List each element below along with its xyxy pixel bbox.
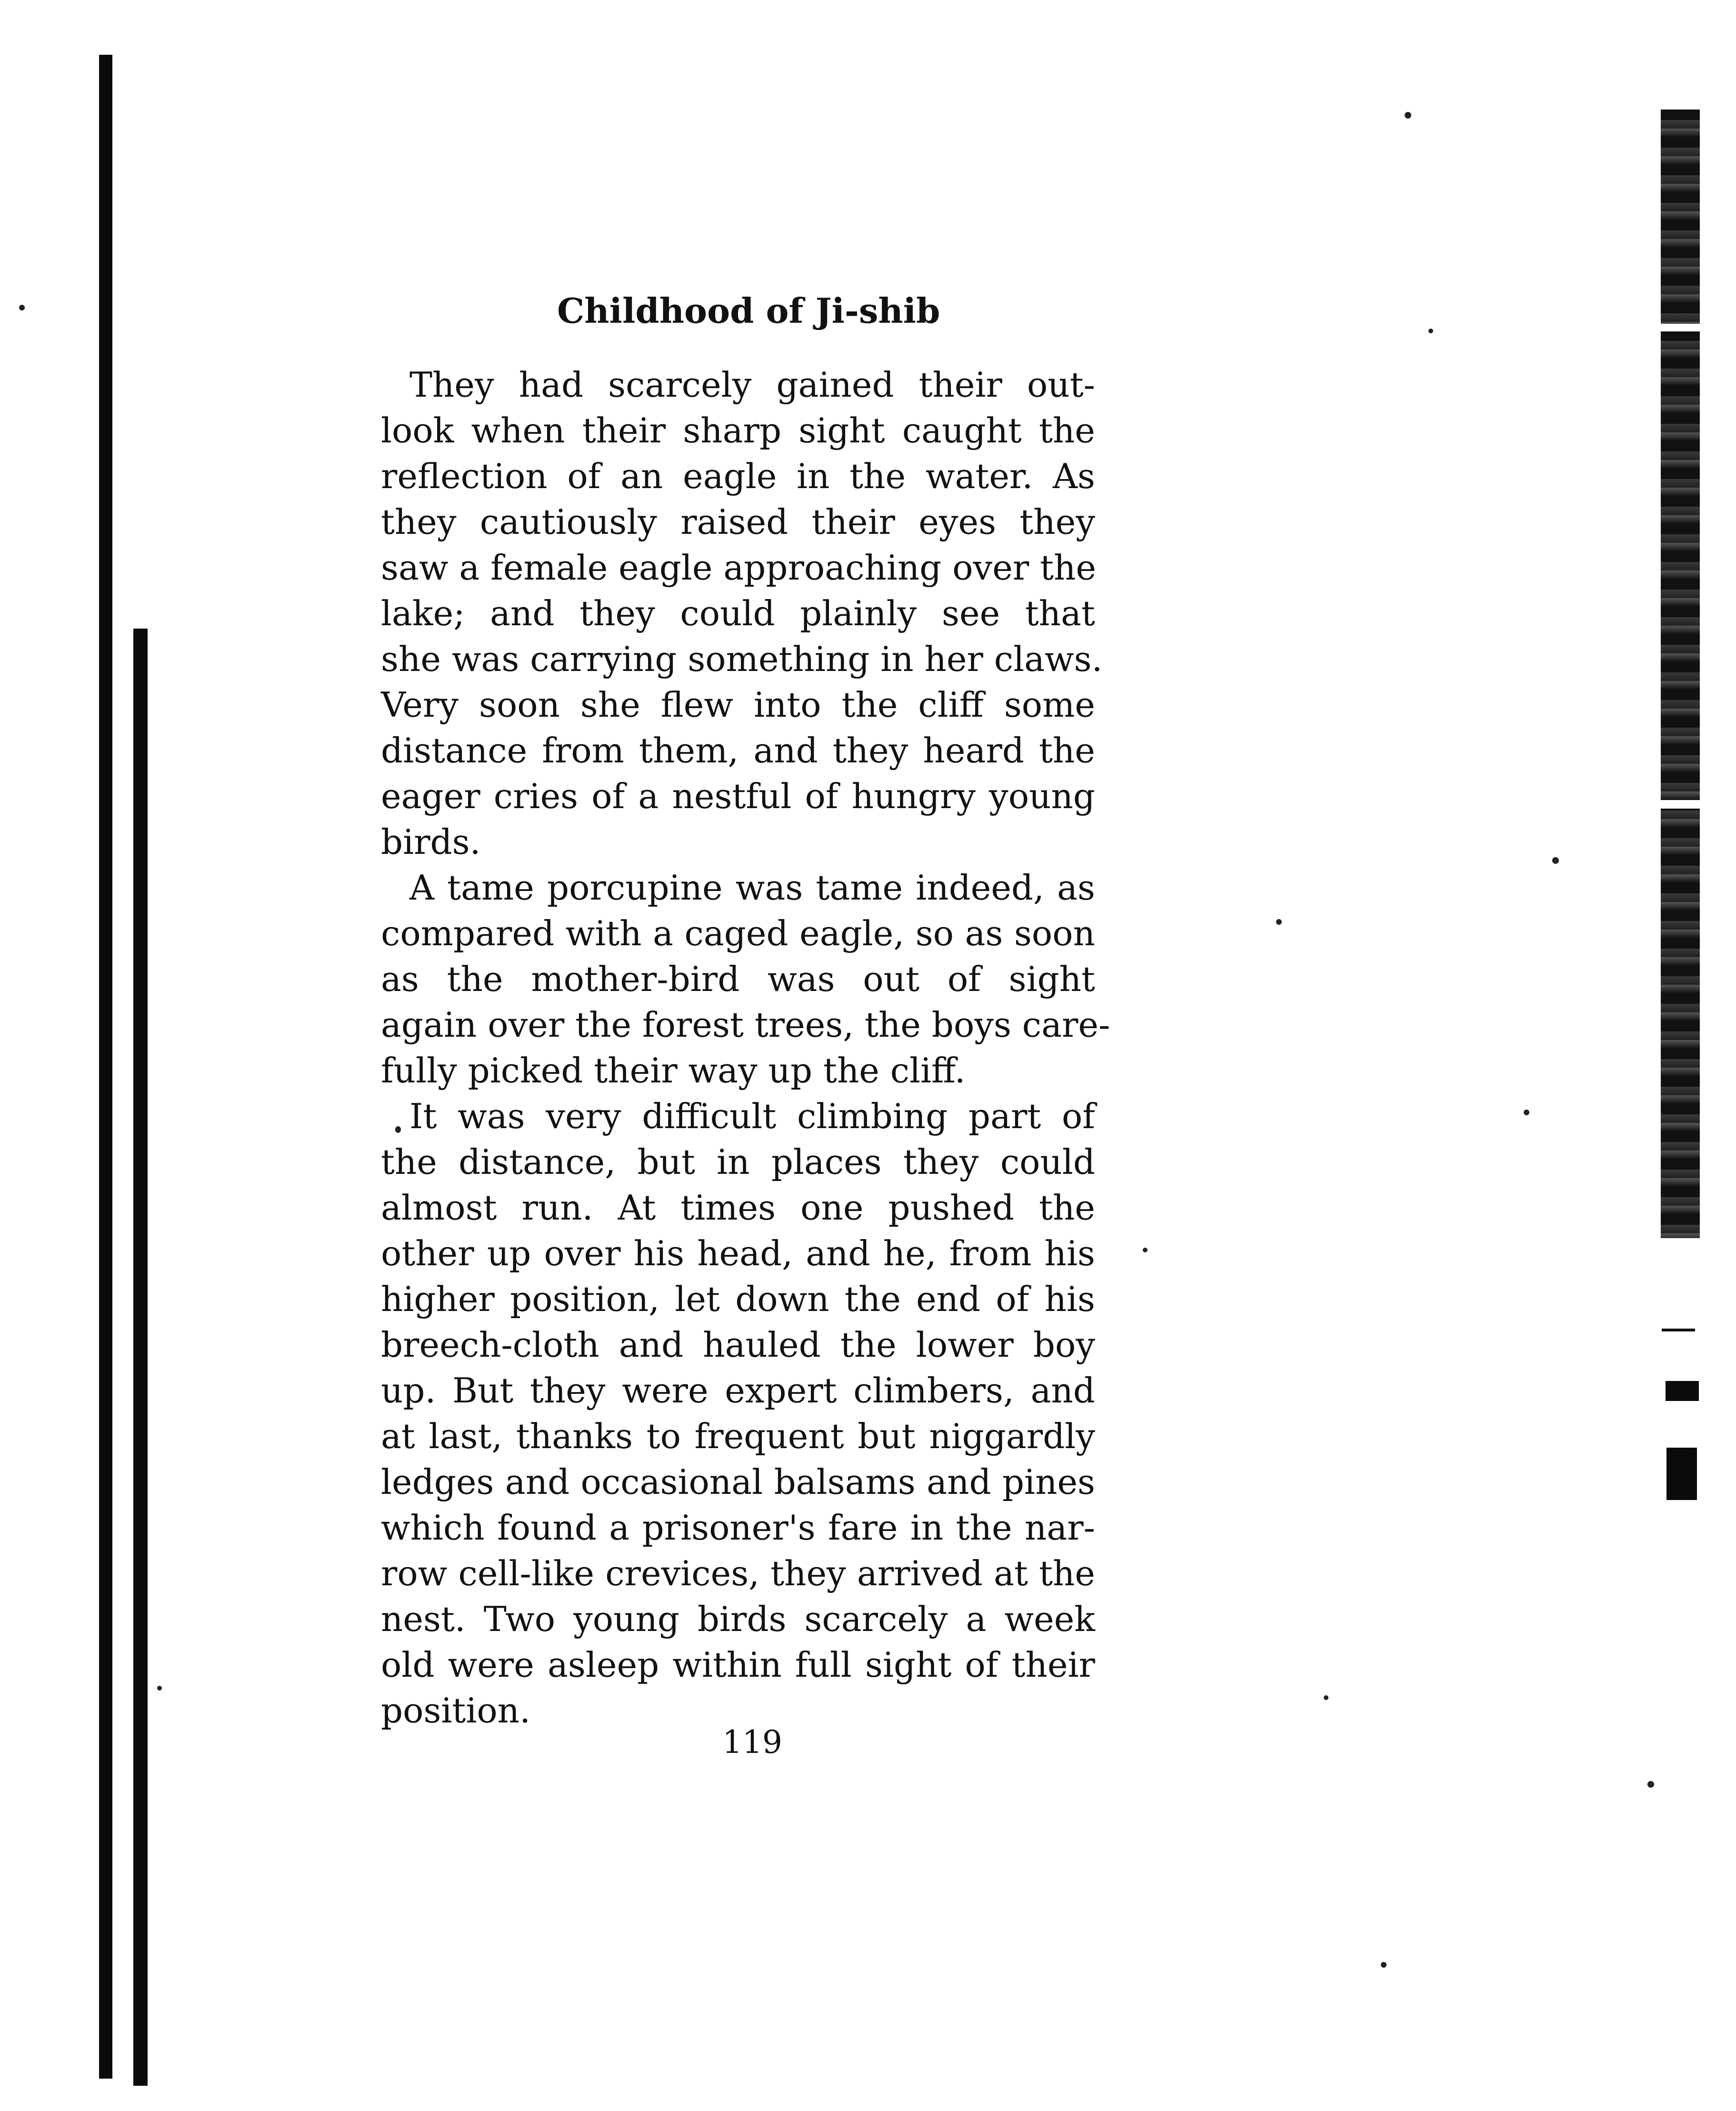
text-line: row cell-like crevices, they arrived at the: [381, 1553, 1095, 1593]
text-line: up. But they were expert climbers, and: [381, 1371, 1095, 1411]
paragraph: [381, 865, 1110, 1093]
text-line: distance from them, and they heard the: [381, 730, 1095, 770]
running-header: Childhood of Ji-shib: [557, 290, 940, 331]
text-line: as the mother-bird was out of sight: [381, 959, 1095, 999]
scan-binding-shadow-inner: [133, 629, 148, 2086]
paragraph: [381, 362, 1103, 865]
text-line: lake; and they could plainly see that: [381, 593, 1095, 633]
text-line: reflection of an eagle in the water. As: [381, 456, 1095, 496]
scan-edge-gap: [1661, 324, 1700, 331]
scan-edge-gap: [1661, 800, 1700, 809]
scan-edge-mark: [1666, 1448, 1697, 1500]
text-line: higher position, let down the end of his: [381, 1279, 1095, 1319]
text-line: compared with a caged eagle, so as soon: [381, 913, 1095, 953]
text-line: at last, thanks to frequent but niggardly: [381, 1416, 1095, 1456]
text-line: look when their sharp sight caught the: [381, 410, 1095, 450]
text-line: eager cries of a nestful of hungry young: [381, 776, 1095, 816]
text-line: position.: [381, 1691, 530, 1731]
text-line: birds.: [381, 822, 481, 862]
page-number: 119: [722, 1724, 782, 1761]
text-line: old were asleep within full sight of their: [381, 1645, 1095, 1685]
scan-edge-mark: [1662, 1329, 1695, 1331]
scan-speck: [1324, 1695, 1328, 1700]
text-line: A tame porcupine was tame indeed, as: [409, 868, 1095, 908]
scan-speck: [1381, 1962, 1387, 1968]
scan-speck: [157, 1686, 162, 1691]
text-line: They had scarcely gained their out-: [409, 365, 1095, 405]
text-line: again over the forest trees, the boys care-: [381, 1005, 1110, 1045]
scan-speck: [1428, 329, 1433, 333]
scan-edge-mark: [1666, 1381, 1699, 1401]
scan-speck: [19, 305, 25, 310]
scan-binding-shadow-left: [99, 55, 112, 2079]
text-line: they cautiously raised their eyes they: [381, 502, 1095, 542]
scan-speck: [1405, 112, 1411, 119]
text-line: almost run. At times one pushed the: [381, 1188, 1095, 1228]
text-line: breech-cloth and hauled the lower boy: [381, 1325, 1095, 1365]
scan-speck: [1524, 1110, 1529, 1115]
text-line: nest. Two young birds scarcely a week: [381, 1599, 1095, 1639]
scan-speck: [1647, 1781, 1654, 1788]
text-line: fully picked their way up the cliff.: [381, 1050, 966, 1091]
text-line: It was very difficult climbing part of: [409, 1096, 1095, 1136]
body-text: [381, 362, 1110, 1733]
paragraph: [381, 1093, 1095, 1733]
scan-speck: [1143, 1248, 1147, 1252]
text-line: ledges and occasional balsams and pines: [381, 1462, 1095, 1502]
scan-page-edge-right: [1661, 110, 1700, 1238]
text-line: she was carrying something in her claws.: [381, 639, 1103, 679]
scan-speck: [1552, 857, 1559, 864]
text-line: which found a prisoner's fare in the nar-: [381, 1508, 1095, 1548]
scan-speck: [1276, 919, 1282, 925]
text-line: saw a female eagle approaching over the: [381, 548, 1097, 588]
text-line: other up over his head, and he, from his: [381, 1233, 1095, 1273]
text-line: Very soon she flew into the cliff some: [381, 685, 1095, 725]
text-line: the distance, but in places they could: [381, 1142, 1095, 1182]
